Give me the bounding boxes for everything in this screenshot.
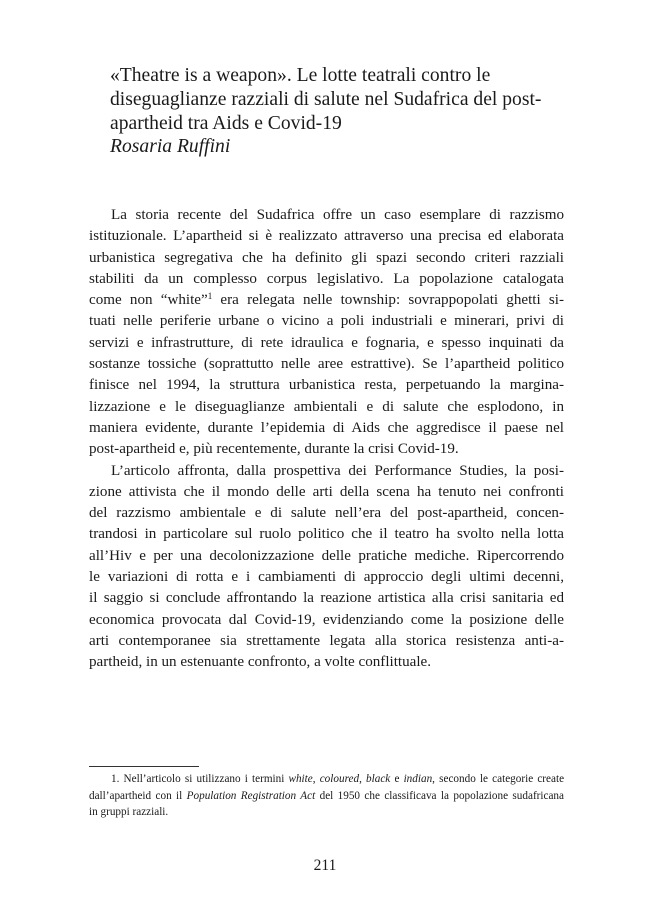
footnote-term: indian: [403, 773, 433, 785]
abstract-text: [89, 205, 564, 674]
footnote-term: white: [288, 773, 313, 785]
footnote-text: dall’apartheid con il: [89, 789, 187, 802]
footnote-text: , secondo le categorie create: [432, 773, 565, 785]
title-line: apartheid tra Aids e Covid-19: [110, 112, 342, 134]
footnote-line: [89, 788, 564, 805]
body-line: L’articolo affronta, dalla prospettiva dei Performance Studies, la posi-: [111, 462, 564, 479]
body-line: maniera evidente, durante l’epidemia di Aids che aggredisce il paese nel: [89, 419, 564, 436]
title-line: «Theatre is a weapon». Le lotte teatrali contro le: [110, 65, 491, 86]
footnote-line: [89, 771, 564, 788]
body-line: servizi e infrastrutture, di rete idraulica e fognaria, e spesso inquinati da: [89, 334, 564, 351]
body-line: del razzismo ambientale e di salute nell’era del post-apartheid, concen-: [89, 505, 564, 522]
footnote-text: 1. Nell’articolo si utilizzano i termini: [111, 773, 289, 785]
page-number: 211: [313, 857, 337, 874]
body-line: partheid, in un estenuante confronto, a volte conflittuale.: [89, 654, 432, 671]
footnote-marker: 1: [207, 291, 213, 302]
body-line: trandosi in particolare sul ruolo politico che il teatro ha svolto nella lotta: [89, 526, 564, 543]
footnote-text: ,: [312, 773, 320, 785]
body-line: sostanze tossiche (soprattutto nelle aree estrattive). Se l’apartheid politico: [89, 356, 564, 373]
article-author: Rosaria Ruffini: [110, 136, 231, 158]
footnote-text: e: [390, 773, 404, 785]
title-line: diseguaglianze razziali di salute nel Sudafrica del post-: [110, 88, 542, 110]
article-header: [110, 64, 580, 159]
article-title: [110, 64, 580, 135]
body-line: La storia recente del Sudafrica offre un caso esemplare di razzismo: [111, 207, 564, 223]
footnote-term: black: [366, 773, 391, 785]
footnote-line: in gruppi razziali.: [89, 806, 169, 819]
body-line: istituzionale. L’apartheid si è realizzato attraverso una precisa ed elaborata: [89, 228, 564, 245]
footnote-text: ,: [359, 773, 367, 785]
body-line: post-apartheid e, più recentemente, durante la crisi Covid-19.: [89, 441, 459, 458]
footnote-act-title: Population Registration Act: [186, 789, 316, 802]
body-line: all’Hiv e per una decolonizzazione delle pratiche mediche. Ripercorrendo: [89, 547, 564, 564]
body-line: tuati nelle periferie urbane o vicino a poli industriali e minerari, privi di: [89, 313, 564, 330]
body-line: zione attivista che il mondo delle arti della scena ha tenuto nei confronti: [89, 483, 564, 500]
body-line: arti contemporanee sia strettamente legata alla storica resistenza anti-a-: [89, 632, 564, 649]
body-line: lizzazione e le diseguaglianze ambientali e di salute che esplodono, in: [89, 398, 564, 415]
body-line: stabiliti da un complesso corpus legislativo. La popolazione catalogata: [89, 270, 564, 287]
body-line-with-footnote: [89, 290, 564, 311]
footnote-term: coloured: [319, 773, 360, 785]
body-line-part: era relegata nelle township: sovrappopolati ghetti si-: [212, 292, 564, 309]
footnote-divider: [89, 766, 199, 767]
footnote-text: del 1950 che classificava la popolazione sudafricana: [315, 789, 564, 802]
body-line: il saggio si conclude affrontando la reazione artistica alla crisi sanitaria ed: [89, 590, 564, 607]
body-line: finisce nel 1994, la struttura urbanistica resta, perpetuando la margina-: [89, 377, 564, 394]
body-line-part: come non “white”: [89, 292, 208, 309]
footnote: [89, 771, 564, 821]
body-line: economica provocata dal Covid-19, evidenziando come la posizione delle: [89, 611, 564, 628]
body-line: urbanistica segregativa che ha definito gli spazi secondo criteri razziali: [89, 249, 564, 266]
body-line: le variazioni di rotta e i cambiamenti di approccio degli ultimi decenni,: [89, 569, 564, 586]
